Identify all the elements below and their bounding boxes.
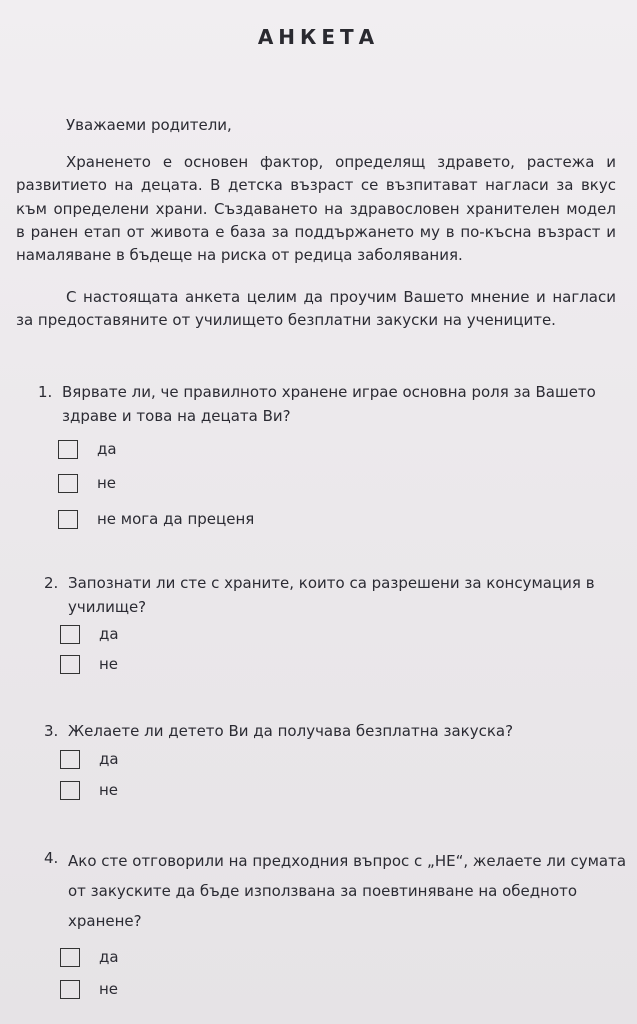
question-number: 1.: [38, 383, 53, 401]
option-label: да: [99, 750, 119, 768]
page-title: АНКЕТА: [257, 25, 380, 49]
checkbox[interactable]: [60, 625, 80, 644]
greeting: Уважаеми родители,: [66, 116, 232, 134]
option-label: да: [99, 625, 119, 643]
checkbox[interactable]: [58, 474, 78, 493]
option-label: не: [97, 474, 117, 492]
checkbox[interactable]: [60, 980, 80, 999]
question-number: 3.: [44, 722, 59, 740]
question-text: Ако сте отговорили на предходния въпрос с „НЕ“, желаете ли сумата от закуските да бъде използвана за поевтиняване на обедното хранене?: [68, 852, 627, 930]
checkbox[interactable]: [60, 655, 80, 674]
checkbox[interactable]: [58, 510, 78, 529]
intro-paragraph: Храненето е основен фактор, определящ здравето, растежа и развитието на децата. В детска възраст се възпитават нагласи за вкус към определени храни. Създаването на здравословен хранителен модел в ранен етап от живота е база за поддържането му в по-късна възраст и намаляване в бъдеще на риска от редица заболявания.: [16, 153, 616, 265]
option-label: не: [99, 980, 119, 998]
option-label: не мога да преценя: [97, 510, 255, 528]
option-label: не: [99, 655, 119, 673]
question-number: 4.: [44, 849, 59, 867]
checkbox[interactable]: [60, 781, 80, 800]
purpose-paragraph: С настоящата анкета целим да проучим Вашето мнение и нагласи за предоставяните от училището безплатни закуски на учениците.: [16, 288, 616, 330]
question-text: Вярвате ли, че правилното хранене играе основна роля за Вашето здраве и това на децата Ви?: [62, 383, 596, 425]
checkbox[interactable]: [58, 440, 78, 459]
question-number: 2.: [44, 574, 59, 592]
checkbox[interactable]: [60, 948, 80, 967]
option-label: да: [97, 440, 117, 458]
question-text: Желаете ли детето Ви да получава безплатна закуска?: [68, 722, 514, 740]
option-label: не: [99, 781, 119, 799]
checkbox[interactable]: [60, 750, 80, 769]
option-label: да: [99, 948, 119, 966]
question-text: Запознати ли сте с храните, които са разрешени за консумация в училище?: [68, 574, 595, 616]
